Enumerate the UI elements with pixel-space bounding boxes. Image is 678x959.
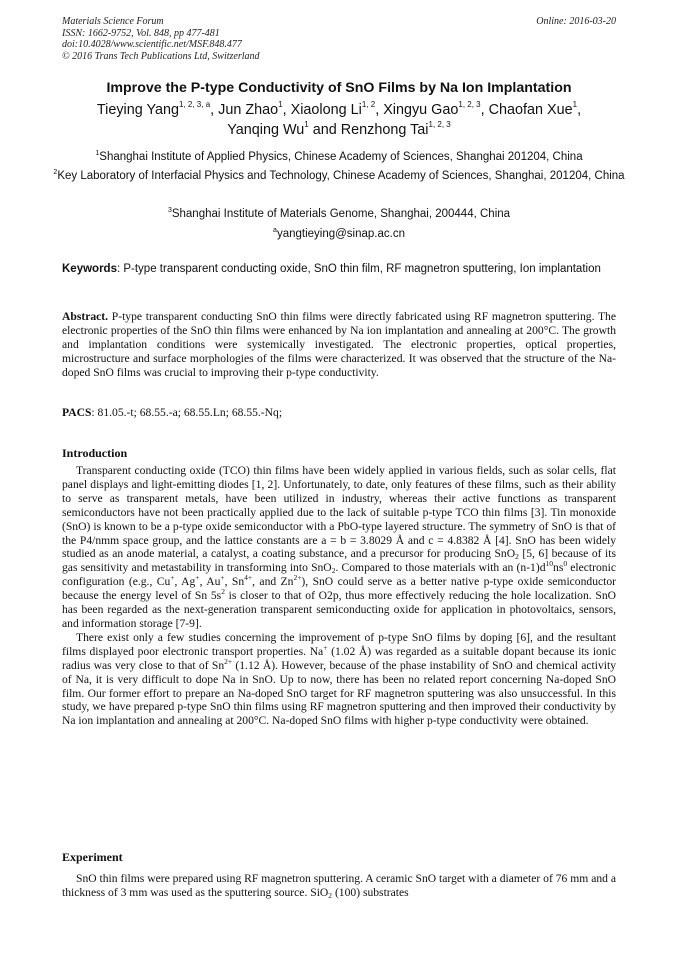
author-affiliation-mark: 1	[304, 120, 309, 129]
author-name: Renzhong Tai	[340, 122, 429, 138]
paper-title: Improve the P-type Conductivity of SnO Films by Na Ion Implantation	[106, 80, 572, 96]
author-name: Tieying Yang	[96, 102, 180, 118]
paragraph: There exist only a few studies concerning the improvement of p-type SnO films by doping [6], and the resultant films displayed poor electronic transport properties. Na+ (1.02 Å) was regarded as a suitable dopant because its ionic radius was very close to that of $Sn^{2+}$ (1.12 Å). However, because of the phase instability of SnO and chemical activity of Na, it is very difficult to dope Na in SnO. Up to now, there has been no related report concerning Na-doped SnO film. Our former effort to prepare an Na-doped SnO target for RF magnetron sputtering was also unsuccessful. In this study, we have prepared p-type SnO thin films using RF magnetron sputtering and then improved their conductivity by Na ion implantation and annealing at 200°C. Na-doped SnO films with higher p-type conductivity were obtained.	[62, 630, 616, 728]
author-affiliation-mark: 1	[278, 100, 283, 109]
affiliation-text: Shanghai Institute of Applied Physics, Chinese Academy of Sciences, Shanghai 201204, China	[99, 151, 583, 163]
paragraph: Transparent conducting oxide (TCO) thin films have been widely applied in various fields, such as solar cells, flat panel displays and light-emitting diodes [1, 2]. Unfortunately, to date, only features of these films, such as their ability to serve as transparent metals, have been utilized in industry, whereas their active functions as transparent semiconductors have not been practically applied due to the lack of suitable p-type TCO thin films [3]. Tin monoxide (SnO) is known to be a p-type oxide semiconductor with a PbO-type layered structure. The symmetry of SnO is that of the P4/nmm space group, and the lattice constants are a = b = 3.8029 Å and c = 4.8382 Å [4]. SnO has been widely studied as an anode material, a catalyst, a coating substance, and a precursor for producing SnO$_2$ [5, 6] because of its gas sensitivity and metastability in transforming into SnO$_2$. Compared to those materials with an $(n-1)d^{10}ns^0$ electronic configuration (e.g., Cu+, Ag+, Au+, $Sn^{4+}$, and $Zn^{2+}$), SnO could serve as a better native p-type oxide semiconductor because the energy level of Sn $5s^2$ is closer to that of O2p, thus more effectively reducing the hole localization. SnO has been regarded as the next-generation transparent semiconducting oxide for application in photovoltaics, sensors, and information storage [7-9].	[62, 464, 617, 630]
affiliation-mark: 1	[95, 150, 100, 157]
doi-line: doi:10.4028/www.scientific.net/MSF.848.477	[62, 39, 242, 50]
paragraph: SnO thin films were prepared using RF magnetron sputtering. A ceramic SnO target with a diameter of 76 mm and a thickness of 3 mm was used as the sputtering source. SiO$_2$ (100) substrates	[62, 872, 616, 900]
author-affiliation-mark: 1, 2	[361, 100, 376, 109]
author-affiliation-mark: 1, 2, 3	[428, 120, 451, 129]
affiliation-text: Shanghai Institute of Materials Genome, Shanghai, 200444, China	[171, 208, 511, 220]
journal-header	[62, 16, 616, 62]
author-affiliation-mark: 1	[572, 100, 578, 109]
email-text: yangtieying@sinap.ac.cn	[276, 228, 405, 240]
affiliation-1	[50, 150, 628, 165]
affiliation-3	[50, 207, 628, 222]
copyright-line: © 2016 Trans Tech Publications Ltd, Switzerland	[62, 50, 260, 62]
issn-line: ISSN: 1662-9752, Vol. 848, pp 477-481	[62, 27, 220, 39]
pacs-label: PACS	[62, 406, 92, 419]
abstract-label: Abstract.	[62, 310, 109, 323]
affiliation-mark: 2	[53, 169, 58, 176]
author-name: Yanqing Wu	[227, 122, 305, 138]
author-affiliation-mark: 1, 2, 3	[458, 100, 481, 109]
online-date: Online: 2016-03-20	[536, 16, 616, 27]
affiliation-mark: 3	[167, 207, 172, 214]
keywords-label: Keywords	[62, 263, 117, 275]
abstract-text: P-type transparent conducting SnO thin films were directly fabricated using RF magnetron sputtering. The electronic properties of the SnO thin films were enhanced by Na ion implantation and annealing at 200°C. The growth and implantation conditions were systemically investigated. The electronic properties, optical properties, microstructure and surface morphologies of the films were characterized. It was observed that the structure of the Na-doped SnO films was crucial to improving their p-type conductivity.	[62, 310, 616, 379]
section-heading-introduction: Introduction	[62, 446, 128, 460]
author-name: Jun Zhao	[218, 102, 279, 118]
journal-name: Materials Science Forum	[62, 16, 164, 27]
abstract	[62, 310, 616, 380]
pacs	[62, 406, 616, 420]
affiliation-text: Key Laboratory of Interfacial Physics and Technology, Chinese Academy of Sciences, Shanghai, 201204, China	[57, 170, 625, 182]
author-name: Chaofan Xue	[488, 102, 573, 118]
author-affiliation-mark: 1, 2, 3, a	[179, 100, 211, 109]
experiment-body	[62, 872, 616, 900]
section-heading-experiment: Experiment	[62, 850, 123, 864]
author-list: Tieying Yang$^{1, 2, 3, a}$, Jun Zhao$^1$, Xiaolong Li$^{1, 2}$, Xingyu Gao$^{1, 2, 3}$, Chaofan Xue$^1$, Yanqing Wu$^1$ and Renzhong Tai$^{1, 2, 3}$	[96, 100, 582, 138]
affiliation-2	[50, 169, 628, 184]
introduction-body	[62, 464, 616, 728]
keywords	[62, 262, 616, 277]
affiliation-mark: a	[273, 227, 277, 234]
author-name: Xiaolong Li	[290, 102, 362, 118]
pacs-text: : 81.05.-t; 68.55.-a; 68.55.Ln; 68.55.-Nq;	[91, 406, 283, 419]
keywords-text: : P-type transparent conducting oxide, SnO thin film, RF magnetron sputtering, Ion implantation	[116, 263, 601, 275]
corresponding-email	[50, 227, 628, 242]
author-name: Xingyu Gao	[383, 102, 459, 118]
